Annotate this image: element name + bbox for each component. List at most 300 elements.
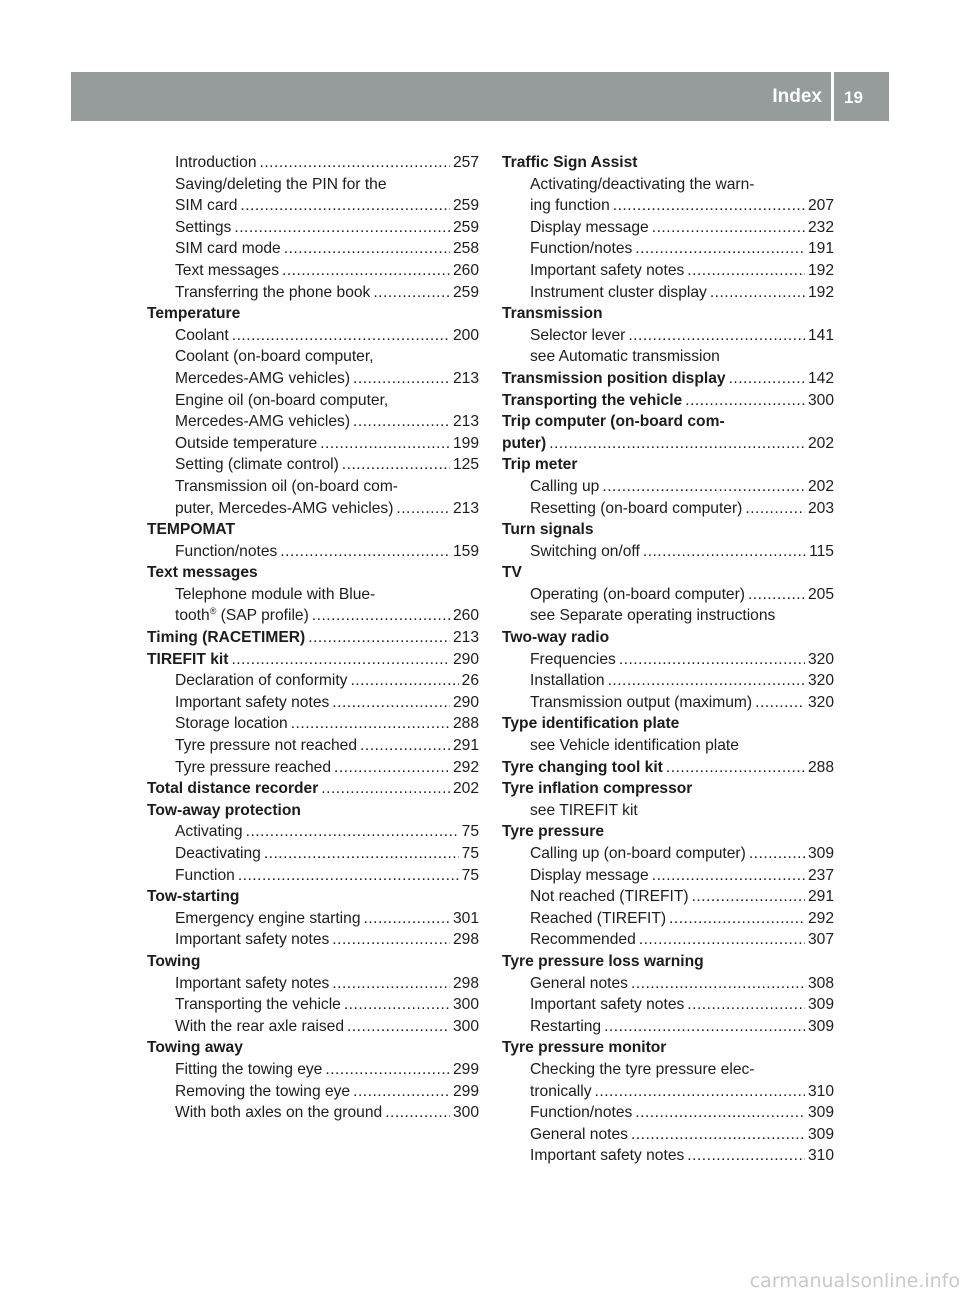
index-entry [147,605,479,627]
entry-text [530,1016,601,1038]
entry-text [175,325,229,347]
entry-text [175,346,374,368]
index-entry [147,670,479,692]
entry-label: TIREFIT kit [147,650,229,668]
page-reference: 260 [452,261,479,279]
entry-text [502,951,704,973]
index-entry [147,390,479,412]
entry-label: SIM card [175,197,238,215]
entry-text [502,778,692,800]
entry-label: Telephone module with Blue- [175,585,376,603]
entry-label: Activating/deactivating the warn- [530,175,755,193]
entry-label: Saving/deleting the PIN for the [175,175,387,193]
index-entry [147,498,479,520]
entry-text [175,1016,344,1038]
index-entry [502,195,834,217]
entry-label: General notes [530,974,628,992]
entry-text [530,865,649,887]
index-entry [502,174,834,196]
entry-label: Important safety notes [530,261,685,279]
entry-text [175,973,329,995]
index-entry [147,735,479,757]
entry-label: Outside temperature [175,434,318,452]
entry-text [175,152,257,174]
index-entry [502,692,834,714]
entry-label: Tyre changing tool kit [502,758,663,776]
entry-label: Coolant [175,326,229,344]
entry-label: Removing the towing eye [175,1082,351,1100]
entry-label: Transmission [502,305,603,323]
index-entry [147,692,479,714]
index-entry [502,282,834,304]
entry-label: Fitting the towing eye [175,1060,323,1078]
entry-text [530,1081,592,1103]
entry-label: Instrument cluster display [530,283,707,301]
entry-label: Coolant (on-board computer, [175,348,374,366]
index-entry [147,973,479,995]
dot-leader [350,670,458,692]
dot-leader [643,541,806,563]
entry-text [175,584,375,606]
page-reference: 141 [807,326,834,344]
page-reference: 292 [452,758,479,776]
entry-label: Recommended [530,931,636,949]
dot-leader [353,411,450,433]
entry-text [147,562,258,584]
index-heading [502,411,834,433]
index-entry [502,994,834,1016]
entry-text [175,174,387,196]
dot-leader [687,260,805,282]
entry-text [175,692,329,714]
page-reference: 199 [452,434,479,452]
entry-text [502,713,679,735]
entry-label: General notes [530,1125,628,1143]
entry-text [175,843,261,865]
index-entry [502,973,834,995]
page-reference: 309 [807,1104,834,1122]
entry-label: Display message [530,866,649,884]
entry-text [502,433,546,455]
index-entry [502,238,834,260]
index-entry [502,541,834,563]
dot-leader [685,390,805,412]
page-reference: 300 [452,996,479,1014]
dot-leader [602,476,805,498]
entry-label: Important safety notes [175,931,330,949]
entry-text [530,929,636,951]
index-entry [147,325,479,347]
entry-text [175,260,279,282]
header-divider [831,72,834,121]
index-entry [147,282,479,304]
page-reference: 291 [807,888,834,906]
entry-label: Total distance recorder [147,780,319,798]
dot-leader [332,929,450,951]
entry-text [175,195,237,217]
index-entry [147,1059,479,1081]
index-entry [502,1016,834,1038]
entry-label: Mercedes-AMG vehicles) [175,413,351,431]
entry-text [175,821,243,843]
index-column-right [502,152,834,1167]
page-reference: 213 [452,629,479,647]
page-reference: 75 [461,823,479,841]
index-heading [147,886,479,908]
entry-text [530,1102,632,1124]
dot-leader [549,433,805,455]
entry-text [175,994,341,1016]
entry-label: Traffic Sign Assist [502,154,638,171]
page-reference: 257 [452,154,479,171]
entry-label: Function [175,866,235,884]
index-entry [502,908,834,930]
entry-label: Mercedes-AMG vehicles) [175,369,351,387]
index-heading [502,627,834,649]
index-heading [502,1037,834,1059]
index-entry [147,476,479,498]
entry-text [147,886,239,908]
page-reference: 237 [807,866,834,884]
entry-label: Towing away [147,1039,243,1057]
entry-label: Transferring the phone book [175,283,371,301]
entry-label: Important safety notes [530,996,685,1014]
dot-leader [353,368,450,390]
entry-text [530,670,605,692]
dot-leader [360,735,450,757]
dot-leader [687,1145,805,1167]
entry-label: Tow-away protection [147,801,301,819]
index-entry [502,670,834,692]
entry-text [530,476,599,498]
entry-text [147,649,228,671]
index-entry [147,1081,479,1103]
index-entry [502,929,834,951]
entry-label: puter) [502,434,547,452]
entry-label: Engine oil (on-board computer, [175,391,389,409]
entry-text [530,692,752,714]
entry-label: Declaration of conformity [175,672,348,690]
index-heading [502,303,834,325]
entry-text [502,519,594,541]
page-reference: 75 [461,845,479,862]
entry-text [530,1059,754,1081]
entry-text [147,303,240,325]
dot-leader [347,1016,450,1038]
index-heading [502,390,834,412]
entry-label: Turn signals [502,521,594,539]
page-reference: 320 [807,650,834,668]
entry-label-suffix: (SAP profile) [216,607,309,625]
page-reference: 205 [807,585,834,603]
entry-label: Setting (climate control) [175,456,339,474]
page-reference: 300 [452,1104,479,1122]
index-entry [147,217,479,239]
page-reference: 299 [452,1060,479,1078]
entry-text [175,670,347,692]
dot-leader [344,994,450,1016]
page-reference: 292 [807,909,834,927]
dot-leader [282,260,450,282]
entry-label: see Separate operating instructions [530,607,776,625]
dot-leader [396,498,450,520]
dot-leader [321,778,450,800]
dot-leader [332,692,450,714]
dot-leader [608,670,805,692]
page-reference: 309 [807,1017,834,1035]
index-entry [147,865,479,887]
entry-label: Trip computer (on-board com- [502,413,725,431]
entry-label: SIM card mode [175,240,281,258]
entry-label: TEMPOMAT [147,521,236,539]
entry-text [530,541,640,563]
index-entry [147,260,479,282]
index-entry [502,346,834,368]
dot-leader [342,454,450,476]
index-heading [147,519,479,541]
page-reference: 232 [807,218,834,236]
entry-label: With the rear axle raised [175,1017,345,1035]
index-entry [502,260,834,282]
entry-label: Tyre pressure [502,823,604,841]
dot-leader [291,713,450,735]
entry-text [175,1081,350,1103]
dot-leader [635,238,805,260]
entry-label: see Vehicle identification plate [530,737,739,755]
dot-leader [364,908,450,930]
index-entry [502,865,834,887]
entry-label: Tow-starting [147,888,240,906]
page-reference: 259 [452,197,479,215]
page-reference: 142 [807,369,834,387]
entry-text [530,973,628,995]
page-reference: 213 [452,499,479,517]
dot-leader [613,195,805,217]
entry-label: Installation [530,672,605,690]
dot-leader [232,325,450,347]
dot-leader [385,1102,450,1124]
dot-leader [749,843,805,865]
page-reference: 259 [452,283,479,301]
entry-text [175,411,350,433]
registered-mark: ® [209,606,217,617]
entry-label: Text messages [175,261,280,279]
index-entry [502,843,834,865]
entry-label: see Automatic transmission [530,348,720,366]
index-entry [147,929,479,951]
index-entry [502,800,834,822]
page-reference: 26 [461,672,479,690]
entry-label: Tyre pressure loss warning [502,952,704,970]
dot-leader [635,1102,805,1124]
entry-text [175,368,350,390]
entry-text [530,843,746,865]
entry-text [175,433,317,455]
entry-label: tooth [175,607,210,625]
index-heading [502,951,834,973]
index-entry [147,713,479,735]
entry-text [530,1145,684,1167]
entry-label: Function/notes [530,240,633,258]
dot-leader [312,605,450,627]
dot-leader [238,865,459,887]
entry-text [147,1037,243,1059]
page-reference: 288 [807,758,834,776]
entry-text [530,735,739,757]
entry-text [175,282,370,304]
page-reference: 203 [807,499,834,517]
entry-text [175,1102,382,1124]
dot-leader [619,649,805,671]
index-heading [502,778,834,800]
index-entry [147,541,479,563]
entry-label: Deactivating [175,845,261,862]
entry-label: Frequencies [530,650,616,668]
index-entry [147,368,479,390]
entry-label: Towing [147,952,201,970]
dot-leader [692,886,805,908]
index-heading [502,562,834,584]
page-reference: 300 [452,1017,479,1035]
entry-label: Type identification plate [502,715,680,733]
entry-text [175,541,277,563]
entry-text [175,865,235,887]
dot-leader [325,1059,450,1081]
entry-text [530,649,616,671]
dot-leader [264,843,459,865]
entry-label: Display message [530,218,649,236]
page-reference: 200 [452,326,479,344]
page-reference: 192 [807,261,834,279]
index-entry [147,195,479,217]
entry-text [175,1059,322,1081]
entry-text [502,454,577,476]
index-entry [502,498,834,520]
page-reference: 75 [461,866,479,884]
entry-text [530,498,742,520]
entry-text [502,411,725,433]
entry-label: Trip meter [502,456,578,474]
entry-label: Temperature [147,305,241,323]
entry-text [175,390,388,412]
index-entry [502,1145,834,1167]
page-reference: 202 [807,434,834,452]
index-entry [147,238,479,260]
index-heading [502,454,834,476]
entry-text [530,886,689,908]
entry-label: Settings [175,218,232,236]
dot-leader [320,433,450,455]
entry-text [175,757,331,779]
entry-text [175,929,329,951]
index-heading [147,1037,479,1059]
index-heading [502,433,834,455]
index-heading [502,152,834,174]
dot-leader [628,325,805,347]
entry-text [530,325,625,347]
dot-leader [260,152,450,174]
index-entry [502,605,834,627]
entry-text [530,346,720,368]
entry-label: Restarting [530,1017,602,1035]
entry-text [530,800,638,822]
entry-text [530,282,707,304]
page-reference: 290 [452,693,479,711]
index-entry [502,584,834,606]
entry-label: With both axles on the ground [175,1104,383,1122]
entry-label: Activating [175,823,243,841]
index-entry [502,217,834,239]
page-reference: 309 [807,845,834,862]
entry-text [175,713,288,735]
dot-leader [755,692,805,714]
dot-leader [332,973,450,995]
index-entry [502,649,834,671]
entry-label: Introduction [175,154,257,171]
index-heading [147,951,479,973]
entry-text [502,562,522,584]
index-entry [147,174,479,196]
page-reference: 125 [452,456,479,474]
page-reference: 307 [807,931,834,949]
page-reference: 291 [452,737,479,755]
entry-text [502,368,726,390]
dot-leader [234,217,450,239]
entry-label: Tyre inflation compressor [502,780,693,798]
dot-leader [669,908,805,930]
entry-text [530,994,684,1016]
dot-leader [666,757,805,779]
index-entry [147,411,479,433]
entry-label: Operating (on-board computer) [530,585,745,603]
page-reference: 260 [452,607,479,625]
entry-label: Transporting the vehicle [175,996,341,1014]
entry-label: puter, Mercedes-AMG vehicles) [175,499,394,517]
index-heading [502,757,834,779]
entry-text [530,605,775,627]
entry-text [530,174,755,196]
dot-leader [231,649,450,671]
page-title: Index [772,86,822,107]
dot-leader [280,541,450,563]
dot-leader [595,1081,805,1103]
page-reference: 309 [807,996,834,1014]
index-entry [147,346,479,368]
page-reference: 202 [807,477,834,495]
entry-label: Emergency engine starting [175,909,361,927]
entry-text [530,195,610,217]
dot-leader [687,994,805,1016]
entry-label: Tyre pressure not reached [175,737,358,755]
entry-text [147,519,235,541]
entry-text [175,908,361,930]
entry-text [175,217,231,239]
entry-text [175,498,393,520]
entry-text [502,757,663,779]
index-entry [147,1016,479,1038]
dot-leader [308,627,450,649]
page-reference: 213 [452,369,479,387]
entry-text [530,260,684,282]
index-heading [147,649,479,671]
entry-text [530,1124,628,1146]
entry-text [175,238,281,260]
index-entry [502,476,834,498]
entry-text [502,821,604,843]
page-reference: 308 [807,974,834,992]
index-heading [147,800,479,822]
page-reference: 320 [807,672,834,690]
